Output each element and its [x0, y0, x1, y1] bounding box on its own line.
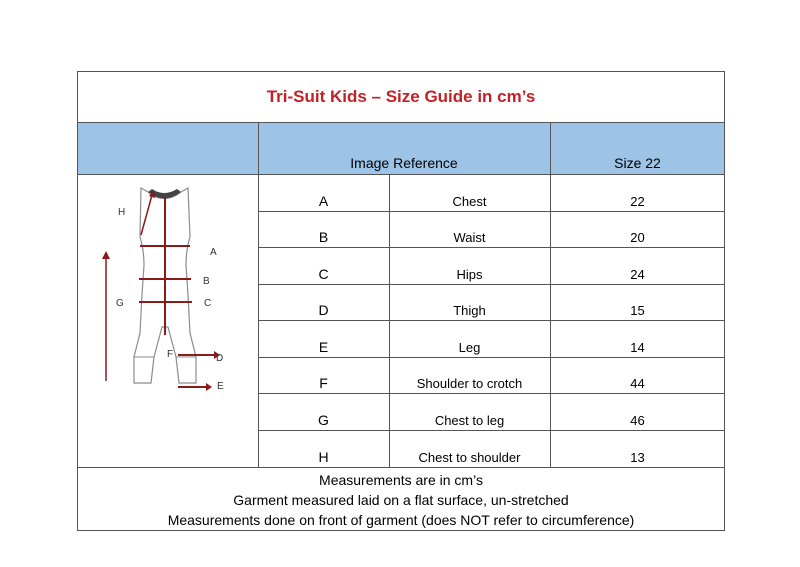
- footer-note: Measurements are in cm’s: [319, 471, 483, 488]
- diagram-label-d: D: [216, 353, 224, 364]
- row-code: C: [318, 265, 329, 282]
- page-title: Tri-Suit Kids – Size Guide in cm’s: [266, 87, 536, 106]
- row-value: 20: [630, 230, 645, 245]
- row-code: D: [318, 302, 329, 318]
- diagram-label-c: C: [204, 298, 212, 309]
- row-value: 24: [630, 266, 645, 282]
- measurements-grid: [258, 175, 725, 467]
- table-row: [258, 394, 725, 431]
- row-value: 46: [630, 412, 645, 428]
- header-image-reference: Image Reference: [350, 155, 458, 171]
- row-value: 13: [630, 450, 645, 465]
- row-code: B: [318, 229, 329, 245]
- table-row: [258, 212, 725, 249]
- table-row: [258, 358, 725, 395]
- header-size: Size 22: [614, 155, 661, 171]
- row-code: G: [318, 411, 329, 428]
- footer-notes: [78, 467, 724, 531]
- table-row: [258, 431, 725, 468]
- row-value: 22: [630, 193, 645, 209]
- row-label: Shoulder to crotch: [416, 376, 523, 391]
- table-row: [258, 321, 725, 358]
- diagram-label-f: F: [167, 349, 174, 360]
- table-row: [258, 175, 725, 212]
- size-guide-table: [77, 71, 725, 531]
- footer-note: Measurements done on front of garment (does NOT refer to circumference): [167, 511, 635, 528]
- diagram-label-h: H: [118, 207, 126, 218]
- row-label: Chest to shoulder: [418, 450, 521, 465]
- diagram-label-e: E: [217, 381, 224, 392]
- diagram-label-g: G: [116, 298, 124, 309]
- diagram-label-a: A: [210, 247, 217, 258]
- row-label: Chest to leg: [434, 412, 505, 428]
- row-label: Thigh: [453, 303, 486, 318]
- row-label: Waist: [453, 230, 486, 245]
- row-code: A: [318, 192, 329, 209]
- row-value: 15: [630, 303, 645, 318]
- row-label: Chest: [452, 193, 487, 209]
- row-value: 14: [630, 339, 645, 355]
- row-label: Leg: [458, 339, 481, 355]
- row-code: H: [318, 449, 329, 465]
- title-row: [78, 72, 724, 123]
- row-code: F: [319, 375, 328, 391]
- row-value: 44: [630, 376, 645, 391]
- diagram-label-b: B: [203, 276, 210, 287]
- row-code: E: [318, 338, 329, 355]
- garment-diagram: [78, 175, 258, 467]
- tri-suit-diagram: [78, 175, 258, 467]
- table-row: [258, 248, 725, 285]
- footer-note: Garment measured laid on a flat surface, un-stretched: [233, 491, 569, 508]
- row-label: Hips: [456, 266, 483, 282]
- table-row: [258, 285, 725, 322]
- header-row: [78, 123, 724, 175]
